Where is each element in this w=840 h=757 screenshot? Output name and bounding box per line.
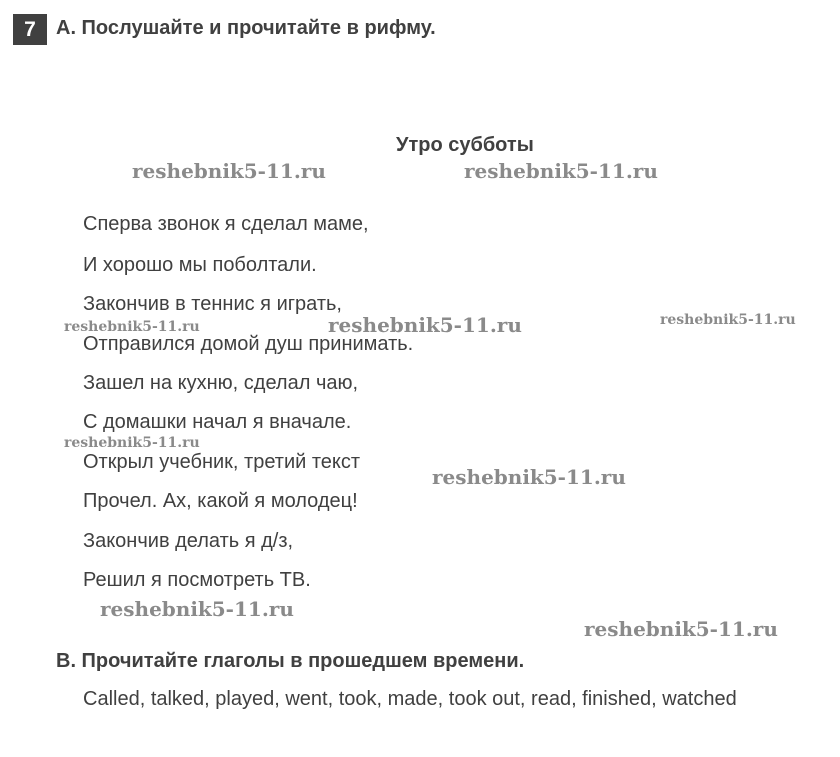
watermark-text: reshebnik5-11.ru: [64, 435, 200, 451]
verbs-list: Called, talked, played, went, took, made, took out, read, finished, watched: [83, 688, 737, 710]
poem-line: Отправился домой душ принимать.: [83, 333, 414, 355]
part-a-heading: A. Послушайте и прочитайте в рифму.: [56, 17, 436, 39]
poem-line: Прочел. Ах, какой я молодец!: [83, 490, 358, 512]
poem-line: С домашки начал я вначале.: [83, 411, 352, 433]
watermark-text: reshebnik5-11.ru: [100, 597, 294, 621]
watermark-text: reshebnik5-11.ru: [464, 159, 658, 183]
poem-line: Открыл учебник, третий текст: [83, 451, 361, 473]
watermark-text: reshebnik5-11.ru: [660, 312, 796, 328]
watermark-text: reshebnik5-11.ru: [432, 465, 626, 489]
exercise-number-badge: 7: [13, 14, 47, 45]
watermark-text: reshebnik5-11.ru: [64, 319, 200, 335]
poem-line: И хорошо мы поболтали.: [83, 254, 317, 276]
poem-line: Закончив делать я д/з,: [83, 530, 294, 552]
part-b-heading: B. Прочитайте глаголы в прошедшем времени.: [56, 650, 525, 672]
poem-line: Сперва звонок я сделал маме,: [83, 213, 369, 235]
poem-line: Зашел на кухню, сделал чаю,: [83, 372, 359, 394]
poem-line: Решил я посмотреть ТВ.: [83, 569, 311, 591]
watermark-text: reshebnik5-11.ru: [584, 617, 778, 641]
poem-title: Утро субботы: [396, 134, 534, 156]
poem-line: Закончив в теннис я играть,: [83, 293, 342, 315]
watermark-text: reshebnik5-11.ru: [132, 159, 326, 183]
watermark-text: reshebnik5-11.ru: [328, 313, 522, 337]
